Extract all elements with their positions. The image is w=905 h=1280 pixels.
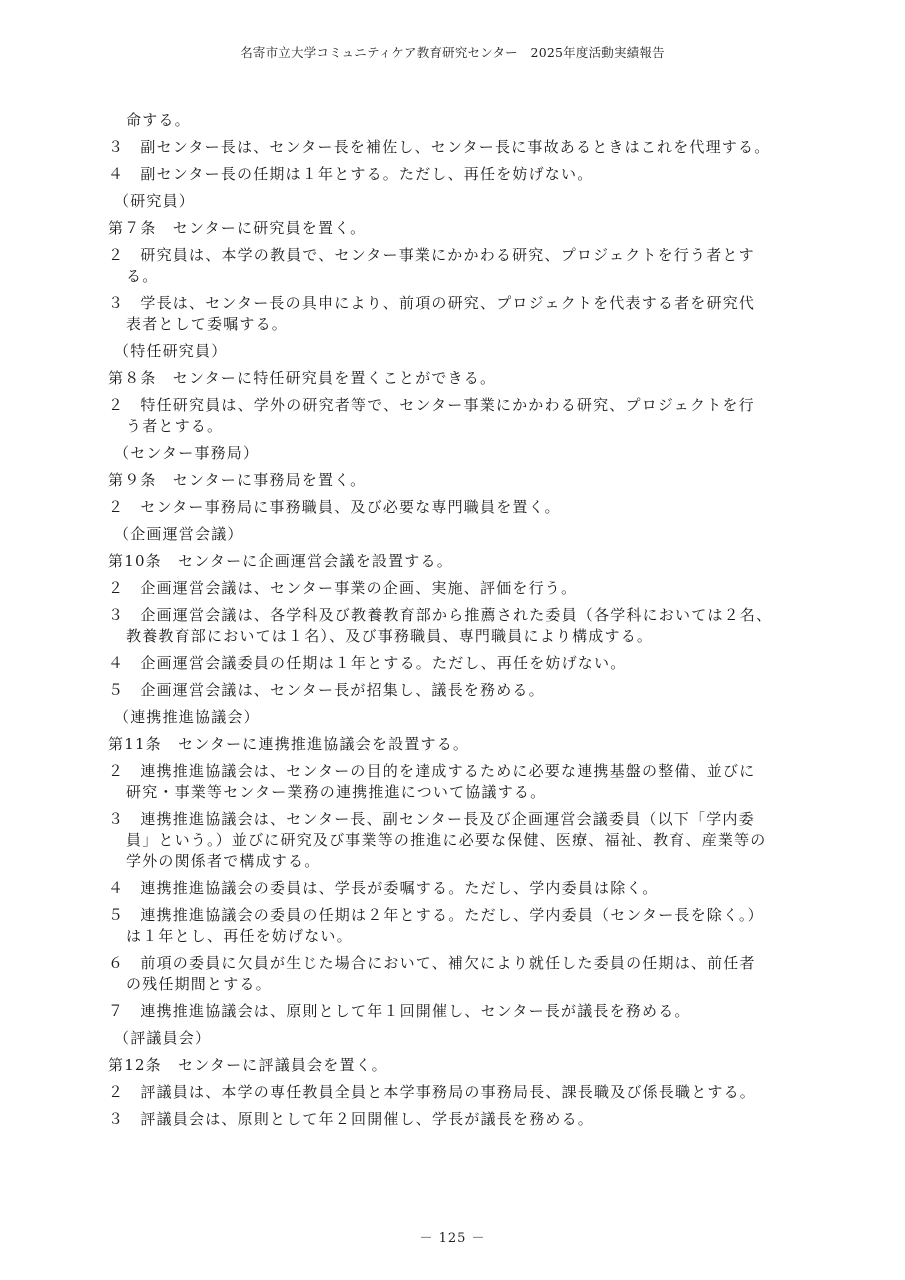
- text-line: ７ 連携推進協議会は、原則として年１回開催し、センター長が議長を務める。: [108, 1002, 691, 1020]
- text-line: ５ 連携推進協議会の委員の任期は２年とする。ただし、学内委員（センター長を除く。）: [108, 906, 764, 924]
- text-line: 員」という。）並びに研究及び事業等の推進に必要な保健、医療、福祉、教育、産業等の: [126, 831, 767, 849]
- text-line: ２ センター事務局に事務職員、及び必要な専門職員を置く。: [108, 498, 561, 516]
- text-line: は１年とし、再任を妨げない。: [126, 927, 353, 945]
- regulation-text: [108, 110, 804, 1136]
- text-line: る。: [126, 267, 159, 285]
- text-line: ４ 副センター長の任期は１年とする。ただし、再任を妨げない。: [108, 165, 594, 183]
- text-line: 第７条 センターに研究員を置く。: [108, 219, 367, 237]
- text-line: ４ 連携推進協議会の委員は、学長が委嘱する。ただし、学内委員は除く。: [108, 879, 659, 897]
- text-line: 第12条 センターに評議員会を置く。: [108, 1056, 388, 1074]
- text-line: ５ 企画運営会議は、センター長が招集し、議長を務める。: [108, 681, 545, 699]
- text-line: ３ 評議員会は、原則として年２回開催し、学長が議長を務める。: [108, 1110, 595, 1128]
- text-line: う者とする。: [126, 417, 224, 435]
- text-line: ３ 学長は、センター長の具申により、前項の研究、プロジェクトを代表する者を研究代: [108, 294, 756, 312]
- text-line: ２ 企画運営会議は、センター事業の企画、実施、評価を行う。: [108, 579, 578, 597]
- text-line: 教養教育部においては１名）、及び事務職員、専門職員により構成する。: [126, 627, 654, 645]
- text-line: 第11条 センターに連携推進協議会を設置する。: [108, 735, 470, 753]
- text-line: 学外の関係者で構成する。: [126, 852, 321, 870]
- text-line: ２ 連携推進協議会は、センターの目的を達成するために必要な連携基盤の整備、並びに: [108, 762, 756, 780]
- running-header: 名寄市立大学コミュニティケア教育研究センター 2025年度活動実績報告: [240, 45, 665, 60]
- text-line: 第10条 センターに企画運営会議を設置する。: [108, 552, 453, 570]
- text-line: （評議員会）: [114, 1029, 212, 1047]
- page-number: － 125 －: [419, 1231, 486, 1246]
- text-line: ６ 前項の委員に欠員が生じた場合において、補欠により就任した委員の任期は、前任者: [108, 954, 756, 972]
- text-line: 第８条 センターに特任研究員を置くことができる。: [108, 369, 497, 387]
- text-line: ２ 研究員は、本学の教員で、センター事業にかかわる研究、プロジェクトを行う者とす: [108, 246, 755, 264]
- text-line: 表者として委嘱する。: [126, 315, 289, 333]
- text-line: ４ 企画運営会議委員の任期は１年とする。ただし、再任を妨げない。: [108, 654, 627, 672]
- text-line: ２ 評議員は、本学の専任教員全員と本学事務局の事務局長、課長職及び係長職とする。: [108, 1083, 757, 1101]
- text-line: （センター事務局）: [114, 444, 260, 462]
- text-line: ３ 連携推進協議会は、センター長、副センター長及び企画運営会議委員（以下「学内委: [108, 810, 755, 828]
- text-line: （特任研究員）: [114, 342, 228, 360]
- text-line: 第９条 センターに事務局を置く。: [108, 471, 367, 489]
- text-line: の残任期間とする。: [126, 975, 272, 993]
- text-line: 命する。: [126, 111, 191, 129]
- text-line: （企画運営会議）: [114, 525, 244, 543]
- text-line: ３ 企画運営会議は、各学科及び教養教育部から推薦された委員（各学科においては２名、: [108, 606, 773, 624]
- text-line: ３ 副センター長は、センター長を補佐し、センター長に事故あるときはこれを代理する。: [108, 138, 771, 156]
- text-line: （連携推進協議会）: [114, 708, 260, 726]
- text-line: （研究員）: [114, 192, 196, 210]
- text-line: 研究・事業等センター業務の連携推進について協議する。: [126, 783, 547, 801]
- text-line: ２ 特任研究員は、学外の研究者等で、センター事業にかかわる研究、プロジェクトを行: [108, 396, 755, 414]
